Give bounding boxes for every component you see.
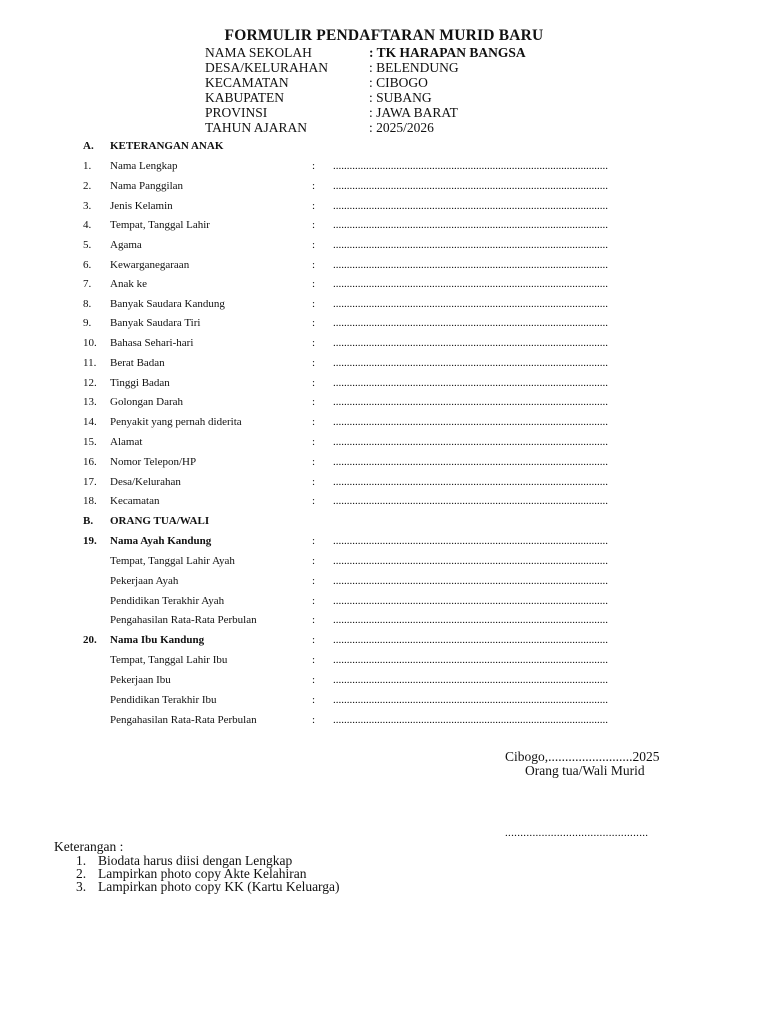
- form-field-row: [0, 692, 768, 708]
- form-item-colon: :: [312, 337, 316, 349]
- form-fill-line[interactable]: ....................................................................................................: [333, 555, 608, 567]
- form-field-row: [0, 454, 768, 470]
- school-info-label: PROVINSI: [205, 105, 268, 120]
- form-item-label: Anak ke: [110, 278, 147, 290]
- form-item-colon: :: [312, 476, 316, 488]
- form-item-number: 19.: [83, 535, 97, 547]
- form-item-label: Nama Lengkap: [110, 160, 178, 172]
- form-item-label: Kecamatan: [110, 495, 160, 507]
- form-field-row: [0, 533, 768, 549]
- form-item-number: 15.: [83, 436, 97, 448]
- school-info-value: : SUBANG: [369, 90, 432, 105]
- school-info-label: KABUPATEN: [205, 90, 285, 105]
- form-field-row: [0, 257, 768, 273]
- form-fill-line[interactable]: ....................................................................................................: [333, 219, 608, 231]
- note-text: Lampirkan photo copy KK (Kartu Keluarga): [98, 879, 340, 894]
- signature-role: Orang tua/Wali Murid: [525, 763, 645, 778]
- form-item-colon: :: [312, 396, 316, 408]
- form-fill-line[interactable]: ....................................................................................................: [333, 357, 608, 369]
- school-info-value: : BELENDUNG: [369, 60, 459, 75]
- form-fill-line[interactable]: ....................................................................................................: [333, 456, 608, 468]
- form-field-row: [0, 355, 768, 371]
- note-number: 3.: [76, 879, 87, 894]
- form-item-label: Golongan Darah: [110, 396, 184, 408]
- form-fill-line[interactable]: ....................................................................................................: [333, 714, 608, 726]
- form-field-row: [0, 315, 768, 331]
- form-field-row: [0, 394, 768, 410]
- form-item-label: Kewarganegaraan: [110, 259, 190, 271]
- form-field-row: [0, 573, 768, 589]
- form-field-row: [0, 672, 768, 688]
- form-item-colon: :: [312, 535, 316, 547]
- form-field-row: [0, 632, 768, 648]
- form-item-number: B.: [83, 515, 94, 527]
- form-item-colon: :: [312, 278, 316, 290]
- form-item-colon: :: [312, 714, 316, 726]
- form-field-row: [0, 237, 768, 253]
- notes-heading: Keterangan :: [54, 839, 124, 854]
- form-fill-line[interactable]: ....................................................................................................: [333, 694, 608, 706]
- form-field-row: [0, 612, 768, 628]
- form-fill-line[interactable]: ....................................................................................................: [333, 634, 608, 646]
- school-info-value: : JAWA BARAT: [369, 105, 458, 120]
- form-field-row: [0, 158, 768, 174]
- form-section-heading: [0, 138, 768, 154]
- school-info-value: : TK HARAPAN BANGSA: [369, 45, 526, 60]
- form-item-label: Tinggi Badan: [110, 377, 170, 389]
- form-item-colon: :: [312, 456, 316, 468]
- form-fill-line[interactable]: ....................................................................................................: [333, 239, 608, 251]
- form-fill-line[interactable]: ....................................................................................................: [333, 337, 608, 349]
- form-item-colon: :: [312, 317, 316, 329]
- form-item-number: 13.: [83, 396, 97, 408]
- form-item-colon: :: [312, 357, 316, 369]
- form-item-label: Nama Panggilan: [110, 180, 184, 192]
- note-text: Lampirkan photo copy Akte Kelahiran: [98, 866, 307, 881]
- form-item-number: 4.: [83, 219, 92, 231]
- form-item-label: Pendidikan Terakhir Ibu: [110, 694, 217, 706]
- form-fill-line[interactable]: ....................................................................................................: [333, 416, 608, 428]
- form-item-label: Jenis Kelamin: [110, 200, 173, 212]
- form-item-label: Nomor Telepon/HP: [110, 456, 197, 468]
- form-field-row: [0, 198, 768, 214]
- form-item-label: Berat Badan: [110, 357, 165, 369]
- form-fill-line[interactable]: ....................................................................................................: [333, 535, 608, 547]
- form-item-number: 16.: [83, 456, 97, 468]
- form-item-label: Agama: [110, 239, 142, 251]
- form-fill-line[interactable]: ....................................................................................................: [333, 476, 608, 488]
- form-fill-line[interactable]: ....................................................................................................: [333, 160, 608, 172]
- school-info-value: : 2025/2026: [369, 120, 434, 135]
- form-field-row: [0, 296, 768, 312]
- form-section-heading: [0, 513, 768, 529]
- form-item-label: Tempat, Tanggal Lahir Ibu: [110, 654, 228, 666]
- form-fill-line[interactable]: ....................................................................................................: [333, 278, 608, 290]
- form-fill-line[interactable]: ....................................................................................................: [333, 317, 608, 329]
- form-fill-line[interactable]: ....................................................................................................: [333, 495, 608, 507]
- form-item-label: Pendidikan Terakhir Ayah: [110, 595, 225, 607]
- form-item-colon: :: [312, 555, 316, 567]
- form-fill-line[interactable]: ....................................................................................................: [333, 200, 608, 212]
- form-field-row: [0, 217, 768, 233]
- form-field-row: [0, 712, 768, 728]
- signature-place-date: Cibogo,.........................2025: [505, 749, 660, 764]
- form-item-colon: :: [312, 495, 316, 507]
- form-fill-line[interactable]: ....................................................................................................: [333, 298, 608, 310]
- form-item-colon: :: [312, 239, 316, 251]
- form-fill-line[interactable]: ....................................................................................................: [333, 377, 608, 389]
- form-item-number: 12.: [83, 377, 97, 389]
- form-field-row: [0, 375, 768, 391]
- form-item-label: Desa/Kelurahan: [110, 476, 181, 488]
- form-item-number: 2.: [83, 180, 92, 192]
- form-item-colon: :: [312, 575, 316, 587]
- form-item-label: Pekerjaan Ibu: [110, 674, 171, 686]
- form-item-colon: :: [312, 298, 316, 310]
- form-fill-line[interactable]: ....................................................................................................: [333, 259, 608, 271]
- form-item-number: A.: [83, 140, 94, 152]
- form-item-number: 8.: [83, 298, 92, 310]
- form-field-row: [0, 414, 768, 430]
- form-item-label: Tempat, Tanggal Lahir Ayah: [110, 555, 235, 567]
- form-item-colon: :: [312, 160, 316, 172]
- form-item-colon: :: [312, 377, 316, 389]
- form-item-number: 1.: [83, 160, 92, 172]
- form-item-label: Banyak Saudara Tiri: [110, 317, 201, 329]
- form-item-colon: :: [312, 436, 316, 448]
- form-field-row: [0, 652, 768, 668]
- form-item-number: 18.: [83, 495, 97, 507]
- form-field-row: [0, 178, 768, 194]
- form-item-label: Penyakit yang pernah diderita: [110, 416, 242, 428]
- form-item-colon: :: [312, 200, 316, 212]
- form-item-label: ORANG TUA/WALI: [110, 515, 210, 527]
- form-field-row: [0, 474, 768, 490]
- form-item-label: Pekerjaan Ayah: [110, 575, 179, 587]
- form-item-colon: :: [312, 595, 316, 607]
- form-item-colon: :: [312, 180, 316, 192]
- note-number: 2.: [76, 866, 87, 881]
- school-info-label: KECAMATAN: [205, 75, 289, 90]
- form-field-row: [0, 434, 768, 450]
- form-item-colon: :: [312, 694, 316, 706]
- form-item-colon: :: [312, 654, 316, 666]
- form-fill-line[interactable]: ....................................................................................................: [333, 614, 608, 626]
- form-field-row: [0, 553, 768, 569]
- form-item-number: 10.: [83, 337, 97, 349]
- form-item-label: Tempat, Tanggal Lahir: [110, 219, 210, 231]
- form-item-label: Nama Ayah Kandung: [110, 535, 212, 547]
- form-item-number: 3.: [83, 200, 92, 212]
- school-info-label: TAHUN AJARAN: [205, 120, 308, 135]
- form-item-colon: :: [312, 259, 316, 271]
- form-fill-line[interactable]: ....................................................................................................: [333, 595, 608, 607]
- note-text: Biodata harus diisi dengan Lengkap: [98, 853, 293, 868]
- form-item-label: Nama Ibu Kandung: [110, 634, 205, 646]
- form-item-colon: :: [312, 219, 316, 231]
- form-item-label: Pengahasilan Rata-Rata Perbulan: [110, 714, 257, 726]
- form-item-colon: :: [312, 674, 316, 686]
- form-fill-line[interactable]: ....................................................................................................: [333, 436, 608, 448]
- form-item-colon: :: [312, 416, 316, 428]
- form-item-number: 14.: [83, 416, 97, 428]
- form-item-colon: :: [312, 614, 316, 626]
- form-fill-line[interactable]: ....................................................................................................: [333, 180, 608, 192]
- form-item-number: 7.: [83, 278, 92, 290]
- form-field-row: [0, 493, 768, 509]
- form-item-label: Banyak Saudara Kandung: [110, 298, 225, 310]
- form-item-number: 20.: [83, 634, 97, 646]
- form-field-row: [0, 335, 768, 351]
- signature-line[interactable]: ...............................................: [505, 827, 649, 839]
- form-field-row: [0, 593, 768, 609]
- form-item-colon: :: [312, 634, 316, 646]
- form-item-label: Bahasa Sehari-hari: [110, 337, 194, 349]
- form-fill-line[interactable]: ....................................................................................................: [333, 396, 608, 408]
- form-item-number: 6.: [83, 259, 92, 271]
- form-item-label: KETERANGAN ANAK: [110, 140, 224, 152]
- form-fill-line[interactable]: ....................................................................................................: [333, 654, 608, 666]
- form-item-label: Alamat: [110, 436, 143, 448]
- school-info-label: NAMA SEKOLAH: [205, 45, 312, 60]
- note-number: 1.: [76, 853, 87, 868]
- form-item-label: Pengahasilan Rata-Rata Perbulan: [110, 614, 257, 626]
- school-info-value: : CIBOGO: [369, 75, 428, 90]
- form-item-number: 9.: [83, 317, 92, 329]
- form-title: FORMULIR PENDAFTARAN MURID BARU: [224, 27, 544, 44]
- form-field-row: [0, 276, 768, 292]
- school-info-label: DESA/KELURAHAN: [205, 60, 328, 75]
- form-item-number: 5.: [83, 239, 92, 251]
- form-fill-line[interactable]: ....................................................................................................: [333, 575, 608, 587]
- form-item-number: 11.: [83, 357, 97, 369]
- form-fill-line[interactable]: ....................................................................................................: [333, 674, 608, 686]
- form-item-number: 17.: [83, 476, 97, 488]
